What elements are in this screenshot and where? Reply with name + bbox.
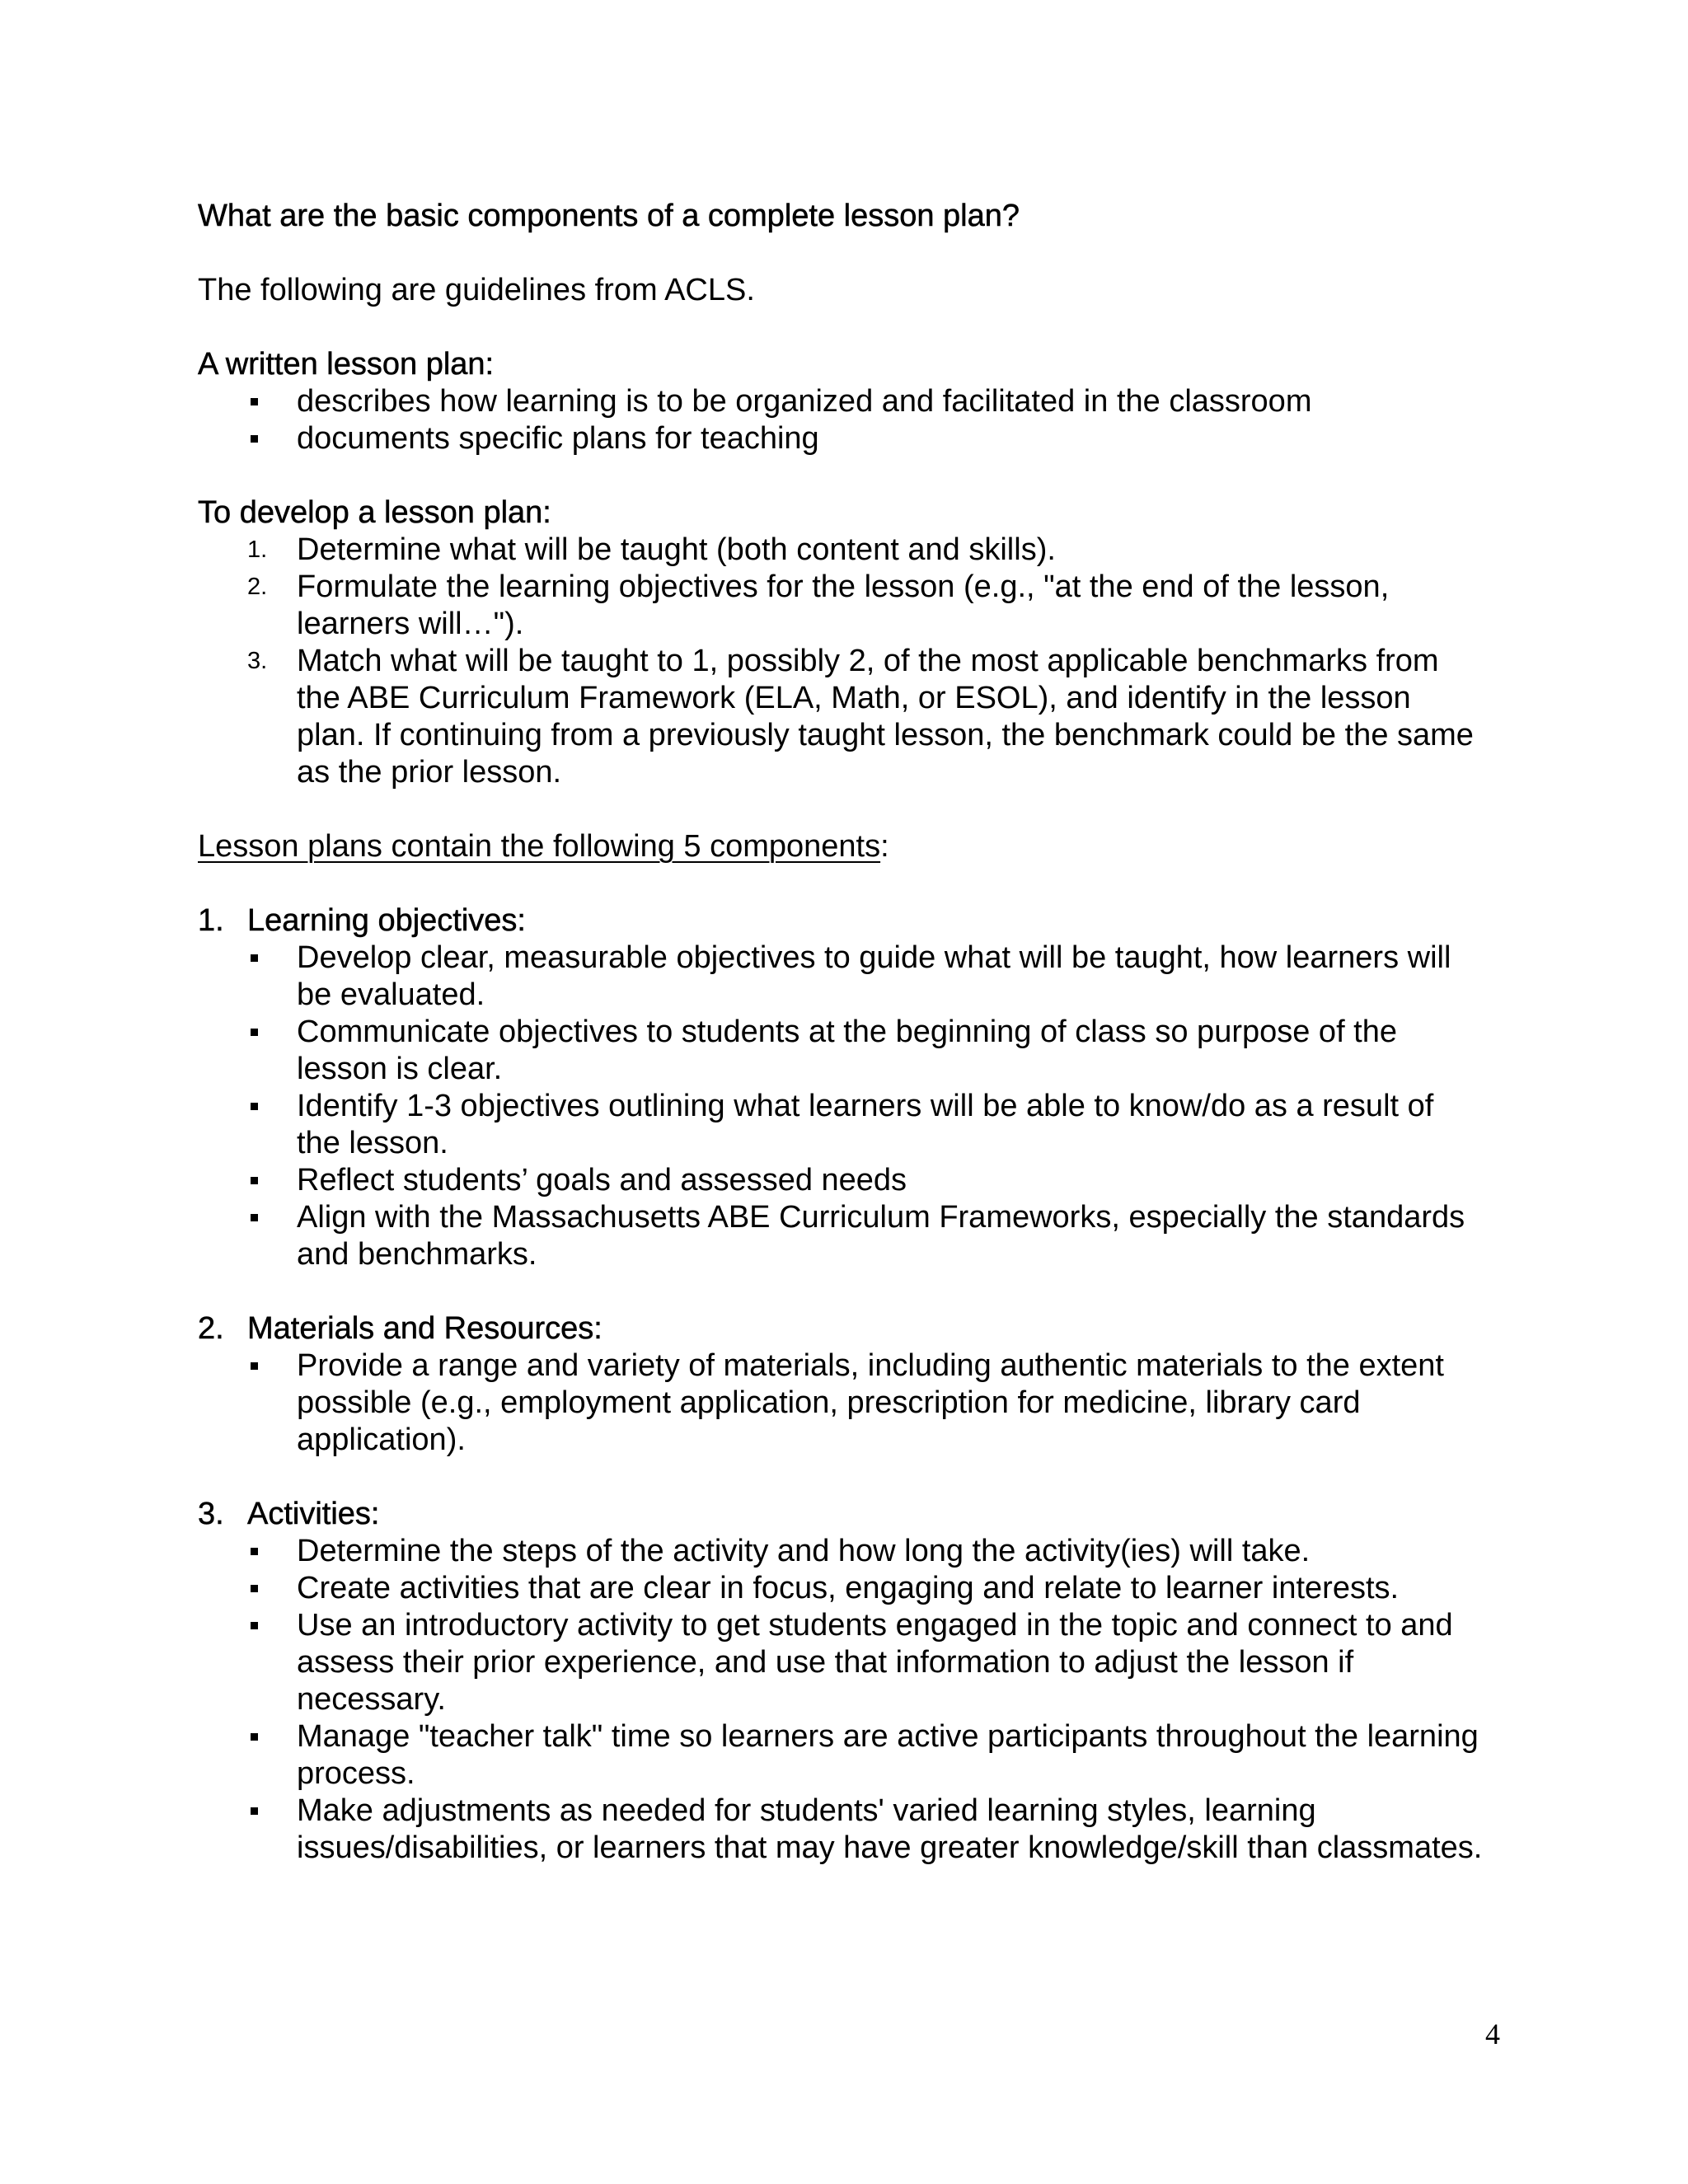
square-bullet-icon — [251, 1177, 258, 1184]
components-heading — [198, 828, 1484, 865]
list-item-text: Manage "teacher talk" time so learners are active participants throughout the learning process. — [297, 1719, 1479, 1791]
step-number: 3. — [247, 648, 268, 674]
component-section — [198, 1310, 1484, 1459]
component-number: 1. — [198, 903, 224, 938]
written-plan-list — [198, 383, 1484, 457]
component-title — [198, 1310, 1484, 1347]
list-item — [198, 940, 1484, 1014]
page-content — [198, 198, 1484, 1867]
list-item-text: Develop clear, measurable objectives to guide what will be taught, how learners will be evaluated. — [297, 940, 1451, 1012]
square-bullet-icon — [251, 1733, 258, 1741]
list-item — [198, 1347, 1484, 1459]
square-bullet-icon — [251, 398, 258, 405]
question-heading: What are the basic components of a complete lesson plan? — [198, 199, 1020, 233]
step-text: Match what will be taught to 1, possibly 2, of the most applicable benchmarks from the ABE Curriculum Framework (ELA, Math, or ESOL), and identify in the lesson plan. If continuing from a previously taught lesson, the benchmark could be the same as the prior lesson. — [297, 644, 1474, 790]
square-bullet-icon — [251, 1214, 258, 1221]
component-number: 3. — [198, 1497, 224, 1531]
list-item — [198, 383, 1484, 420]
list-item-text: Determine the steps of the activity and how long the activity(ies) will take. — [297, 1534, 1311, 1568]
square-bullet-icon — [251, 1548, 258, 1555]
develop-plan-heading: To develop a lesson plan: — [198, 495, 551, 530]
develop-plan-steps — [198, 532, 1484, 791]
square-bullet-icon — [251, 1103, 258, 1110]
list-item-text: Identify 1-3 objectives outlining what learners will be able to know/do as a result of the lesson. — [297, 1089, 1434, 1160]
step-text: Determine what will be taught (both content and skills). — [297, 532, 1056, 567]
component-title-text: Materials and Resources: — [247, 1311, 603, 1346]
list-item — [198, 420, 1484, 457]
list-item — [198, 1570, 1484, 1607]
step-item — [198, 532, 1484, 569]
components-heading-colon: : — [880, 829, 889, 864]
step-item — [198, 643, 1484, 791]
component-section — [198, 1496, 1484, 1867]
list-item — [198, 1718, 1484, 1793]
square-bullet-icon — [251, 1585, 258, 1592]
written-plan-heading: A written lesson plan: — [198, 347, 495, 382]
list-item-text: Use an introductory activity to get students engaged in the topic and connect to and assess their prior experience, and use that information to adjust the lesson if necessary. — [297, 1608, 1453, 1717]
list-item — [198, 1162, 1484, 1199]
component-title-text: Activities: — [247, 1497, 380, 1531]
square-bullet-icon — [251, 1362, 258, 1370]
square-bullet-icon — [251, 1622, 258, 1629]
component-bullets — [198, 1533, 1484, 1867]
component-title — [198, 902, 1484, 940]
square-bullet-icon — [251, 1029, 258, 1036]
components-heading-text: Lesson plans contain the following 5 components — [198, 829, 881, 864]
list-item-text: Make adjustments as needed for students' varied learning styles, learning issues/disabilities, or learners that may have greater knowledge/skill than classmates. — [297, 1793, 1483, 1865]
list-item — [198, 1088, 1484, 1162]
intro-paragraph: The following are guidelines from ACLS. — [198, 273, 755, 307]
component-title-text: Learning objectives: — [247, 903, 526, 938]
list-item-text: describes how learning is to be organized and facilitated in the classroom — [297, 384, 1312, 419]
square-bullet-icon — [251, 954, 258, 962]
list-item-text: Align with the Massachusetts ABE Curriculum Frameworks, especially the standards and benchmarks. — [297, 1200, 1465, 1272]
component-section — [198, 902, 1484, 1273]
page-number: 4 — [1485, 2018, 1500, 2050]
list-item-text: Reflect students’ goals and assessed needs — [297, 1163, 907, 1197]
component-bullets — [198, 940, 1484, 1273]
list-item-text: Provide a range and variety of materials, including authentic materials to the extent possible (e.g., employment application, prescription for medicine, library card application). — [297, 1348, 1444, 1457]
square-bullet-icon — [251, 435, 258, 443]
step-item — [198, 569, 1484, 643]
step-number: 2. — [247, 574, 268, 600]
component-title — [198, 1496, 1484, 1533]
component-bullets — [198, 1347, 1484, 1459]
component-number: 2. — [198, 1311, 224, 1346]
list-item-text: Communicate objectives to students at the beginning of class so purpose of the lesson is clear. — [297, 1015, 1398, 1086]
list-item — [198, 1533, 1484, 1570]
list-item — [198, 1793, 1484, 1867]
list-item — [198, 1014, 1484, 1088]
square-bullet-icon — [251, 1807, 258, 1815]
list-item-text: documents specific plans for teaching — [297, 421, 819, 456]
list-item — [198, 1607, 1484, 1718]
step-number: 1. — [247, 537, 268, 563]
list-item — [198, 1199, 1484, 1273]
step-text: Formulate the learning objectives for the lesson (e.g., "at the end of the lesson, learners will…"). — [297, 569, 1390, 641]
list-item-text: Create activities that are clear in focus, engaging and relate to learner interests. — [297, 1571, 1400, 1605]
